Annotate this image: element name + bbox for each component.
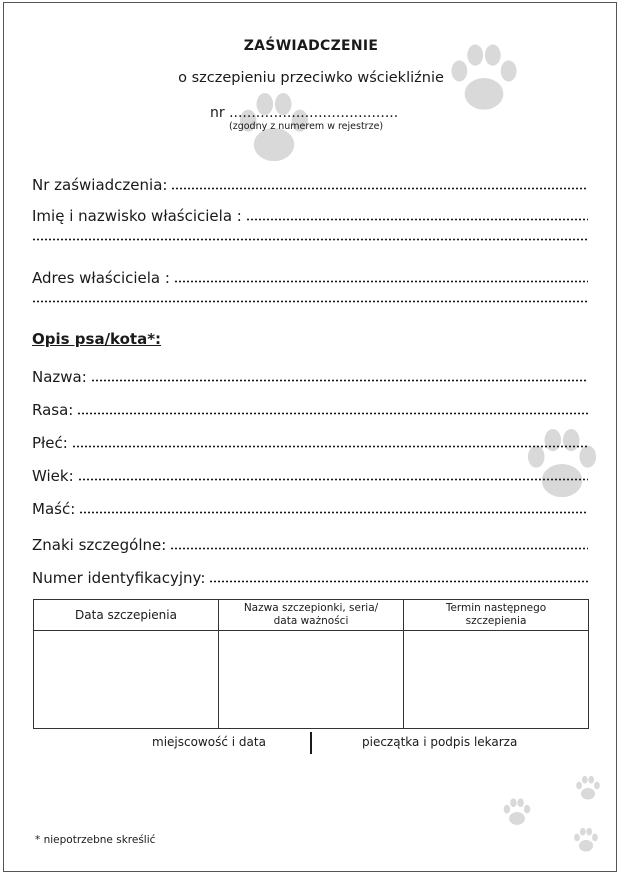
vaccine-name-cell[interactable]	[219, 631, 404, 729]
table-row	[34, 631, 589, 729]
document-subtitle: o szczepieniu przeciwko wściekliźnie	[178, 70, 444, 86]
field-label: Adres właściciela :	[32, 269, 170, 287]
column-header-vaccine-name: Nazwa szczepionki, seria/ data ważności	[219, 600, 404, 631]
field-animal-name[interactable]	[32, 368, 588, 386]
signature-divider	[310, 732, 312, 754]
field-animal-breed[interactable]	[32, 401, 588, 419]
place-and-date-label: miejscowość i data	[152, 735, 266, 749]
footnote: * niepotrzebne skreślić	[35, 834, 156, 846]
field-animal-sex[interactable]	[32, 434, 588, 452]
dotted-fill-line	[32, 300, 588, 303]
vaccination-table	[33, 599, 589, 729]
paw-print-icon	[499, 794, 535, 830]
certificate-number-line: nr ......................................	[210, 105, 399, 121]
field-identification-number[interactable]	[32, 569, 588, 587]
dotted-fill-line	[170, 547, 588, 550]
field-owner-address-continuation[interactable]	[32, 300, 588, 303]
field-animal-color[interactable]	[32, 500, 588, 518]
field-label: Numer identyfikacyjny:	[32, 569, 206, 587]
field-label: Maść:	[32, 500, 76, 518]
paw-print-icon	[572, 772, 604, 804]
dotted-fill-line	[79, 511, 588, 514]
dotted-fill-line	[78, 478, 588, 481]
field-owner-name-continuation[interactable]	[32, 238, 588, 241]
column-header-next-vaccination: Termin następnego szczepienia	[404, 600, 589, 631]
dotted-fill-line	[171, 187, 588, 190]
field-owner-name[interactable]	[32, 207, 588, 225]
vaccination-date-cell[interactable]	[34, 631, 219, 729]
next-vaccination-cell[interactable]	[404, 631, 589, 729]
stamp-and-signature-label: pieczątka i podpis lekarza	[362, 735, 518, 749]
animal-section-heading: Opis psa/kota*:	[32, 330, 162, 348]
field-distinguishing-marks[interactable]	[32, 536, 588, 554]
dotted-fill-line	[174, 280, 588, 283]
field-owner-address[interactable]	[32, 269, 588, 287]
dotted-fill-line	[246, 218, 588, 221]
dotted-fill-line	[77, 412, 588, 415]
field-label: Imię i nazwisko właściciela :	[32, 207, 242, 225]
table-header-row	[34, 600, 589, 631]
field-animal-age[interactable]	[32, 467, 588, 485]
dotted-fill-line	[91, 379, 588, 382]
field-label: Nr zaświadczenia:	[32, 176, 168, 194]
paw-print-icon	[516, 418, 608, 510]
dotted-fill-line	[209, 580, 588, 583]
field-label: Nazwa:	[32, 368, 87, 386]
field-label: Znaki szczególne:	[32, 536, 167, 554]
dotted-fill-line	[32, 238, 588, 241]
document-title: ZAŚWIADCZENIE	[243, 38, 379, 54]
column-header-vaccination-date: Data szczepienia	[34, 600, 219, 631]
dotted-fill-line	[72, 445, 588, 448]
field-label: Płeć:	[32, 434, 68, 452]
paw-print-icon	[570, 824, 602, 856]
field-certificate-number[interactable]	[32, 176, 588, 194]
certificate-number-note: (zgodny z numerem w rejestrze)	[229, 121, 384, 132]
field-label: Rasa:	[32, 401, 74, 419]
field-label: Wiek:	[32, 467, 74, 485]
